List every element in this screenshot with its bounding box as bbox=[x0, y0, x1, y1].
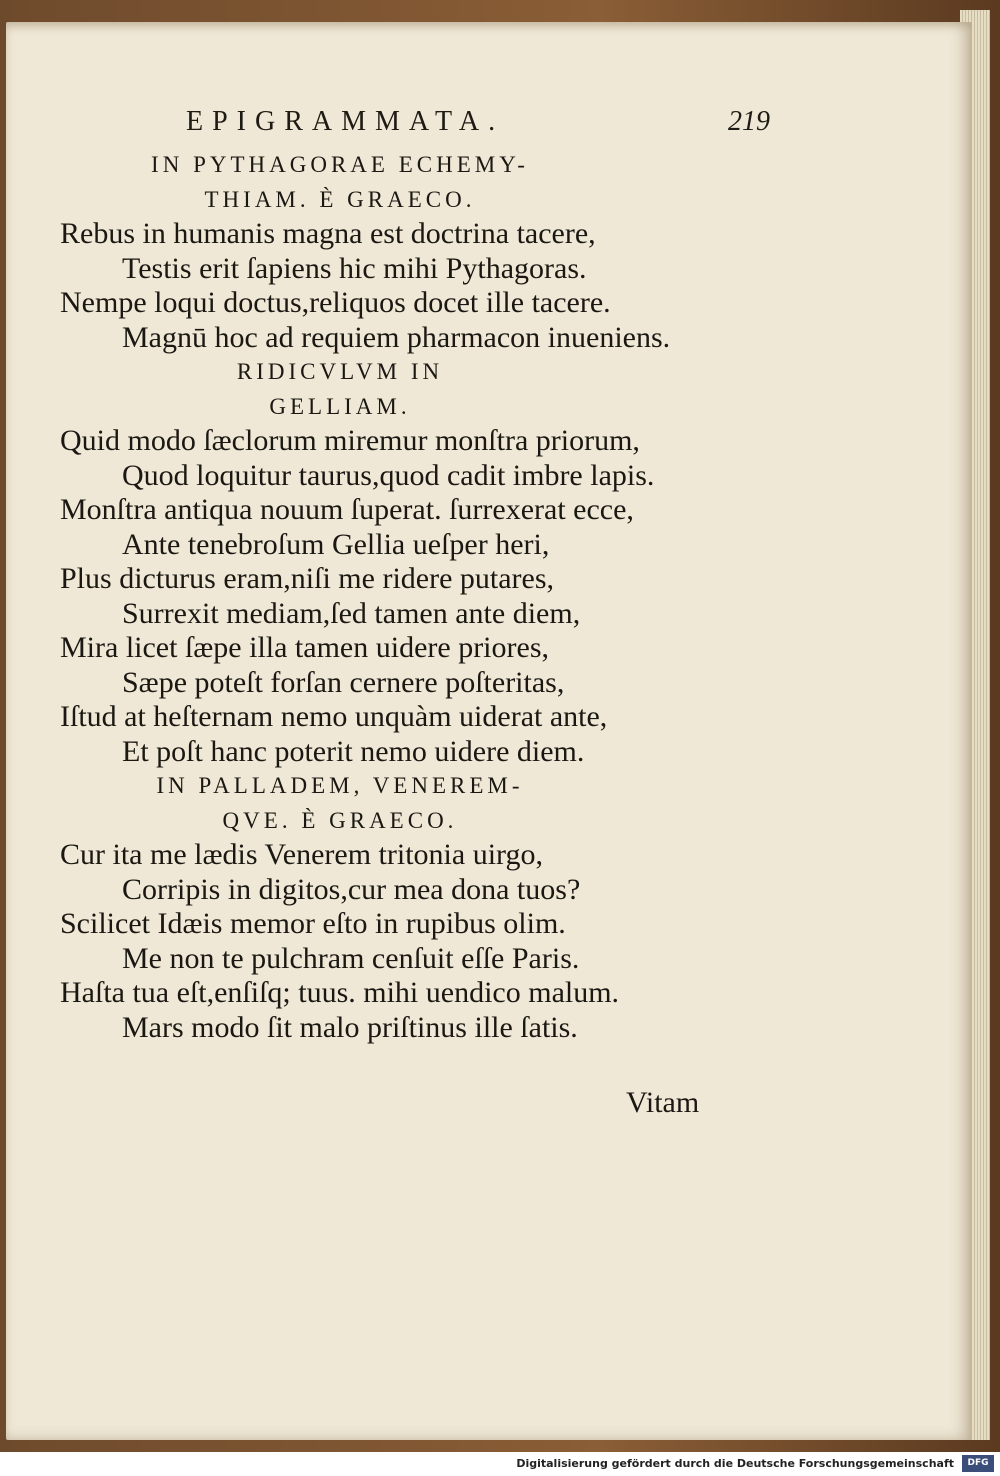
catchword: Vitam bbox=[626, 1086, 700, 1119]
verse-line: Nempe loqui doctus,reliquos docet ille tacere. bbox=[60, 286, 611, 319]
verse-line: Quid modo ſæclorum miremur monſtra priorum, bbox=[60, 424, 640, 457]
verse-line: Magnū hoc ad requiem pharmacon inueniens. bbox=[122, 320, 671, 354]
verse-line: Rebus in humanis magna est doctrina tacere, bbox=[60, 217, 596, 250]
epigram-heading: RIDICVLVM IN bbox=[236, 359, 444, 384]
verse-line: Mira licet ſæpe illa tamen uidere priores, bbox=[60, 631, 549, 664]
verse-line: Me non te pulchram cenſuit eſſe Paris. bbox=[122, 941, 580, 975]
book-page bbox=[6, 22, 972, 1440]
digitization-footer bbox=[0, 1452, 1000, 1476]
verse-line: Ante tenebroſum Gellia ueſper heri, bbox=[122, 527, 550, 561]
epigram-heading: QVE. È GRAECO. bbox=[222, 807, 458, 833]
page-header bbox=[6, 102, 972, 142]
epigram-heading: IN PYTHAGORAE ECHEMY- bbox=[151, 152, 529, 177]
epigram-heading: GELLIAM. bbox=[269, 393, 411, 419]
epigram-heading: THIAM. È GRAECO. bbox=[204, 186, 476, 212]
verse-line: Quod loquitur taurus,quod cadit imbre lapis. bbox=[122, 458, 655, 492]
verse-line: Surrexit mediam,ſed tamen ante diem, bbox=[122, 596, 581, 630]
epigram-heading: IN PALLADEM, VENEREM- bbox=[156, 773, 524, 798]
verse-line: Monſtra antiqua nouum ſuperat. ſurrexerat ecce, bbox=[60, 493, 634, 526]
footer-credit: Digitalisierung gefördert durch die Deutsche Forschungsgemeinschaft bbox=[516, 1457, 954, 1470]
epigram-pythagoras bbox=[60, 148, 760, 355]
verse-line: Mars modo ſit malo priſtinus ille ſatis. bbox=[122, 1010, 578, 1044]
verse-line: Testis erit ſapiens hic mihi Pythagoras. bbox=[122, 251, 587, 285]
epigram-gellia bbox=[60, 355, 760, 769]
epigram-pallas-venus bbox=[60, 769, 760, 1045]
verse-line: Scilicet Idæis memor eſto in rupibus olim. bbox=[60, 907, 566, 940]
dfg-logo-icon: DFG bbox=[962, 1455, 994, 1472]
verse-line: Cur ita me lædis Venerem tritonia uirgo, bbox=[60, 838, 543, 871]
verse-line: Haſta tua eſt,enſiſq; tuus. mihi uendico malum. bbox=[60, 976, 620, 1009]
verse-line: Corripis in digitos,cur mea dona tuos? bbox=[122, 872, 581, 906]
verse-line: Plus dicturus eram,niſi me ridere putares, bbox=[60, 562, 555, 595]
verse-line: Et poſt hanc poterit nemo uidere diem. bbox=[122, 734, 585, 768]
verse-line: Iſtud at heſternam nemo unquàm uiderat ante, bbox=[60, 700, 608, 733]
text-block bbox=[60, 148, 760, 1045]
running-head: EPIGRAMMATA. bbox=[186, 106, 505, 137]
verse-line: Sæpe poteſt forſan cernere poſteritas, bbox=[122, 665, 565, 699]
page-number: 219 bbox=[728, 106, 770, 137]
